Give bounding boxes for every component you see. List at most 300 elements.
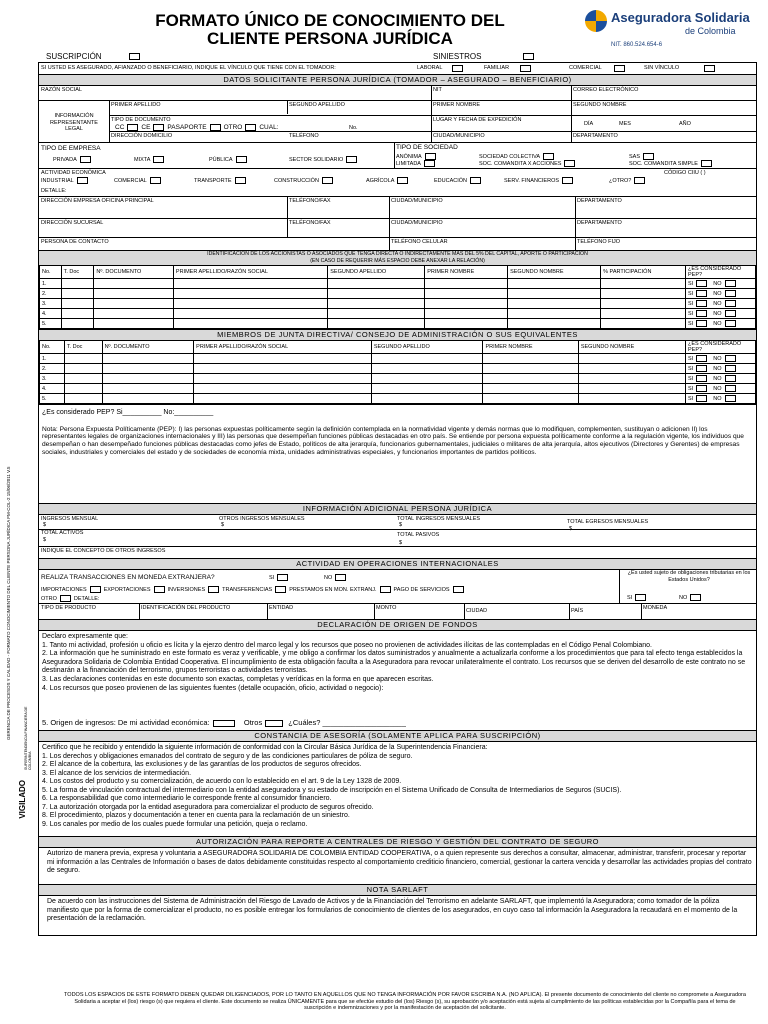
pep-no-label: NO: [713, 280, 722, 287]
prestamos-checkbox[interactable]: [380, 586, 391, 593]
row-number: 4.: [40, 309, 62, 319]
publica-checkbox[interactable]: [236, 156, 247, 163]
realiza-label: REALIZA TRANSACCIONES EN MONEDA EXTRANJERA?: [41, 574, 215, 581]
intl-si-label: SI: [269, 574, 275, 581]
sas-label: SAS: [629, 153, 641, 160]
suscripcion-label: SUSCRIPCIÓN: [46, 52, 102, 61]
ap1-label: PRIMER APELLIDO: [111, 102, 161, 108]
table-cell[interactable]: [194, 394, 372, 404]
company-logo: [585, 8, 765, 54]
actividad-label: ACTIVIDAD ECONÓMICA: [41, 170, 106, 176]
table-cell[interactable]: [328, 319, 425, 329]
pep-no-checkbox[interactable]: [725, 300, 736, 307]
table-cell[interactable]: [328, 299, 425, 309]
title-line-2: CLIENTE PERSONA JURÍDICA: [207, 29, 453, 48]
otro-checkbox[interactable]: [245, 124, 256, 131]
pep-cell: [686, 374, 756, 384]
side-code: GERENCIA DE PROCESOS Y CALIDAD - FORMATO CONOCIMIENTO DEL CLIENTE PERSONA JURÍDICA FM-COL-2 15/06/2011 V.5: [6, 466, 11, 740]
exportaciones-label: EXPORTACIONES: [103, 586, 151, 593]
pep-si-checkbox[interactable]: [696, 310, 707, 317]
table-cell[interactable]: [328, 309, 425, 319]
inversiones-checkbox[interactable]: [208, 586, 219, 593]
table-cell[interactable]: [508, 319, 601, 329]
limitada-label: LIMITADA: [396, 160, 421, 167]
depto-ppal-label: DEPARTAMENTO: [577, 198, 622, 204]
table-cell[interactable]: [425, 309, 508, 319]
pep-si-checkbox[interactable]: [696, 375, 707, 382]
ap2-label: SEGUNDO APELLIDO: [289, 102, 345, 108]
transferencias-checkbox[interactable]: [275, 586, 286, 593]
table-cell[interactable]: [94, 309, 174, 319]
table-cell[interactable]: [64, 374, 102, 384]
column-header: % PARTICIPACIÓN: [601, 266, 686, 279]
solidario-label: SECTOR SOLIDARIO: [289, 156, 344, 163]
cca-label: SOC. COMANDITA X ACCIONES: [479, 160, 562, 167]
asesoria-item: 3. El alcance de los servicios de intermediación.: [42, 769, 192, 777]
cuales-label: ¿Cuáles? ____________________: [288, 718, 406, 727]
pep-si-checkbox[interactable]: [696, 395, 707, 402]
industrial-label: INDUSTRIAL: [41, 177, 74, 184]
dir-ppal-label: DIRECCIÓN EMPRESA OFICINA PRINCIPAL: [41, 198, 154, 204]
section-sarlaft: NOTA SARLAFT: [39, 884, 756, 895]
pep-si-checkbox[interactable]: [696, 385, 707, 392]
row-number: 2.: [40, 289, 62, 299]
table-cell[interactable]: [328, 289, 425, 299]
origen-list: [39, 631, 756, 695]
column-header: T. Doc: [61, 266, 94, 279]
page-title: [120, 12, 540, 48]
rep-legal-block: [39, 100, 756, 142]
table-cell[interactable]: [371, 364, 483, 374]
table-cell[interactable]: [173, 279, 327, 289]
egresos-label: TOTAL EGRESOS MENSUALES: [567, 519, 649, 525]
pep-no-label: NO: [713, 375, 722, 382]
siniestros-checkbox[interactable]: [523, 53, 534, 60]
actividad-row: [39, 168, 756, 196]
row-number: 5.: [40, 394, 65, 404]
ano-label: AÑO: [679, 121, 691, 127]
serv-fin-label: SERV. FINANCIEROS: [504, 177, 560, 184]
pago-label: PAGO DE SERVICIOS: [393, 586, 450, 593]
no-doc-label: No.: [349, 125, 358, 131]
section-autorizacion: AUTORIZACIÓN PARA REPORTE A CENTRALES DE RIESGO Y GESTIÓN DEL CONTRATO DE SEGURO: [39, 836, 756, 847]
publica-label: PÚBLICA: [209, 156, 233, 163]
accionistas-table: [39, 265, 756, 329]
asesoria-item: 8. El procedimiento, plazos y documentación a tener en cuenta para la reclamación de un siniestro.: [42, 812, 350, 819]
pep-no-checkbox[interactable]: [725, 385, 736, 392]
table-row: [40, 364, 756, 374]
table-cell[interactable]: [173, 309, 327, 319]
pep-no-checkbox[interactable]: [725, 365, 736, 372]
row-number: 2.: [40, 364, 65, 374]
table-cell[interactable]: [328, 279, 425, 289]
table-cell[interactable]: [173, 319, 327, 329]
pep-block: [39, 404, 756, 503]
section-adicional: INFORMACIÓN ADICIONAL PERSONA JURÍDICA: [39, 503, 756, 514]
table-cell[interactable]: [371, 394, 483, 404]
table-cell[interactable]: [601, 309, 686, 319]
intl-ciudad-label: CIUDAD: [466, 608, 488, 614]
column-header: PRIMER APELLIDO/RAZÓN SOCIAL: [194, 341, 372, 354]
table-cell[interactable]: [483, 384, 578, 394]
table-cell[interactable]: [483, 354, 578, 364]
transferencias-label: TRANSFERENCIAS: [222, 586, 273, 593]
construccion-checkbox[interactable]: [322, 177, 333, 184]
peso-1: $: [43, 522, 47, 528]
side-vigilado: VIGILADO: [18, 780, 27, 819]
obligado-label: ¿Es usted sujeto de obligaciones tributarias en los Estados Unidos?: [627, 570, 751, 583]
origen-item: 1. Tanto mi actividad, profesión u oficio es lícita y la ejerzo dentro del marco legal y los recursos que poseo no provienen de actividades ilícitas de las contempladas en el Código Penal Colombiano.: [42, 641, 652, 649]
peso-6: $: [399, 540, 403, 546]
privada-label: PRIVADA: [53, 156, 77, 163]
pasaporte-checkbox[interactable]: [210, 124, 221, 131]
table-row: [40, 394, 756, 404]
column-header: Nº. DOCUMENTO: [94, 266, 174, 279]
pep-no-checkbox[interactable]: [725, 395, 736, 402]
pep-no-label: NO: [713, 320, 722, 327]
colectiva-checkbox[interactable]: [543, 153, 554, 160]
row-number: 5.: [40, 319, 62, 329]
tipo-prod-label: TIPO DE PRODUCTO: [41, 605, 96, 611]
table-cell[interactable]: [102, 374, 194, 384]
table-cell[interactable]: [371, 354, 483, 364]
table-cell[interactable]: [578, 364, 685, 374]
monto-label: MONTO: [376, 605, 397, 611]
pep-si-label: SI: [688, 355, 694, 362]
cc-checkbox[interactable]: [127, 124, 138, 131]
table-cell[interactable]: [508, 309, 601, 319]
pep-no-label: NO: [713, 365, 722, 372]
act-comercial-checkbox[interactable]: [150, 177, 161, 184]
familiar-checkbox[interactable]: [520, 65, 531, 72]
table-header: [40, 341, 756, 354]
pep-no-label: NO: [713, 290, 722, 297]
mixta-checkbox[interactable]: [153, 156, 164, 163]
contacto-row: [39, 237, 756, 250]
table-cell[interactable]: [601, 289, 686, 299]
row-number: 3.: [40, 374, 65, 384]
entidad-label: ENTIDAD: [269, 605, 294, 611]
solidario-checkbox[interactable]: [346, 156, 357, 163]
column-header: SEGUNDO APELLIDO: [328, 266, 425, 279]
importaciones-checkbox[interactable]: [90, 586, 101, 593]
ciudad-suc-label: CIUDAD/MUNICIPIO: [391, 220, 443, 226]
otros-checkbox[interactable]: [265, 720, 283, 727]
mes-label: MES: [619, 121, 631, 127]
table-cell[interactable]: [64, 354, 102, 364]
obl-si-checkbox[interactable]: [635, 594, 646, 601]
producto-row: [39, 603, 756, 619]
table-row: [40, 354, 756, 364]
table-cell[interactable]: [94, 299, 174, 309]
otros-ingresos-label: OTROS INGRESOS MENSUALES: [219, 516, 305, 522]
pep-nota: Nota: Persona Expuesta Políticamente (PEP): I) las personas expuestas políticamente según la definición contemplada en la normatividad vigente y demás normas que lo modifiquen, complementen, sustituyan o adicionen II) los representantes legales de organizaciones internacionales y III) las personas que desempeñan funciones públicas destacadas en otro país. Se entiende por persona expuesta políticamente conforme a la regulación vigente, los individuos que desempeñan o han desempeñado funciones públicas destacadas como jefes de Estado, políticos de alta jerarquía, funcionarios gubernamentales, judiciales o militares de alta jerarquía, altos ejecutivos (Directores y Gerentes) de empresas sociales, industriales y comerciales del estado y de sociedades de economía mixta, unidades administrativas especiales, y funcionarios importantes de partidos políticos.: [42, 425, 744, 456]
anonima-checkbox[interactable]: [425, 153, 436, 160]
dir-suc-label: DIRECCIÓN SUCURSAL: [41, 220, 104, 226]
side-superintendencia: SUPERINTENDENCIA FINANCIERA DE COLOMBIA: [24, 706, 32, 770]
table-cell[interactable]: [425, 279, 508, 289]
table-cell[interactable]: [578, 354, 685, 364]
cc-label: CC: [115, 124, 125, 132]
otro-act-label: ¿OTRO?: [609, 177, 632, 184]
tel-label: TELÉFONO: [289, 133, 319, 139]
laboral-label: LABORAL: [417, 65, 443, 71]
table-cell[interactable]: [173, 289, 327, 299]
nit-label: NIT: [433, 87, 442, 93]
peso-5: $: [43, 537, 47, 543]
autorizacion-text: Autorizo de manera previa, expresa y voluntaria a ASEGURADORA SOLIDARIA DE COLOMBIA ENTIDAD COOPERATIVA, o a quien represente sus derechos a consultar, almacenar, administrar, transferir, procesar y reportar mi información a las Centrales de Información o bases de datos debidamente constituidas respecto al comportamiento crediticio financiero, comercial, gestionar la cartera vencida y desarrollar las actividades propias del contrato de seguro.: [47, 850, 752, 875]
concepto-label: INDIQUE EL CONCEPTO DE OTROS INGRESOS: [41, 548, 166, 554]
pais-label: PAÍS: [571, 608, 584, 614]
asesoria-item: 9. Los canales por medio de los cuales puede formular una petición, queja o reclamo.: [42, 820, 308, 828]
table-cell[interactable]: [102, 384, 194, 394]
exportaciones-checkbox[interactable]: [154, 586, 165, 593]
table-cell[interactable]: [61, 289, 94, 299]
item5-label: 5. Origen de ingresos: De mi actividad económica:: [42, 718, 210, 727]
table-cell[interactable]: [173, 299, 327, 309]
pep-cell: [686, 279, 756, 289]
sin-vinculo-checkbox[interactable]: [704, 65, 715, 72]
intl-no-checkbox[interactable]: [335, 574, 346, 581]
intl-block: [39, 569, 756, 603]
laboral-checkbox[interactable]: [452, 65, 463, 72]
accionistas-head-1: IDENTIFICACIÓN DE LOS ACCIONISTAS O ASOCIADOS QUE TENGA DIRECTA O INDIRECTAMENTE MÁS DEL 5% DEL CAPITAL, APORTE O PARTICIPACIÓN: [207, 251, 588, 257]
column-header: Nº. DOCUMENTO: [102, 341, 194, 354]
table-header: [40, 266, 756, 279]
pep-si-checkbox[interactable]: [696, 320, 707, 327]
prestamos-label: PRESTAMOS EN MON. EXTRANJ.: [289, 586, 377, 593]
intl-si-checkbox[interactable]: [277, 574, 288, 581]
column-header: PRIMER APELLIDO/RAZÓN SOCIAL: [173, 266, 327, 279]
table-cell[interactable]: [508, 279, 601, 289]
table-cell[interactable]: [578, 374, 685, 384]
tipo-emp-label: TIPO DE EMPRESA: [41, 145, 101, 152]
pep-no-checkbox[interactable]: [725, 290, 736, 297]
asesoria-item: 2. El alcance de la cobertura, las exclusiones y de las garantías de los productos de seguros ofrecidos.: [42, 761, 362, 768]
row-number: 4.: [40, 384, 65, 394]
pep-no-label: NO: [713, 395, 722, 402]
table-cell[interactable]: [371, 374, 483, 384]
table-cell[interactable]: [483, 364, 578, 374]
pep-no-checkbox[interactable]: [725, 320, 736, 327]
cual-label: CUAL:: [259, 124, 279, 132]
serv-fin-checkbox[interactable]: [562, 177, 573, 184]
table-cell[interactable]: [94, 289, 174, 299]
pep-si-checkbox[interactable]: [696, 355, 707, 362]
accionistas-head-2: (EN CASO DE REQUERIR MÁS ESPACIO DEBE ANEXAR LA RELACIÓN): [310, 257, 485, 264]
section-origen: DECLARACIÓN DE ORIGEN DE FONDOS: [39, 619, 756, 630]
cca-checkbox[interactable]: [564, 160, 575, 167]
intl-no-label: NO: [324, 574, 333, 581]
table-cell[interactable]: [508, 299, 601, 309]
ccs-label: SOC. COMANDITA SIMPLE: [629, 160, 698, 167]
table-cell[interactable]: [578, 384, 685, 394]
peso-3: $: [399, 522, 403, 528]
table-cell[interactable]: [102, 394, 194, 404]
pago-checkbox[interactable]: [453, 586, 464, 593]
sarlaft-text: De acuerdo con las instrucciones del Sistema de Administración del Riesgo de Lavado de Activos y de la Financiación del Terrorismo en adelante SARLAFT, que implementó la Aseguradora; como tomador de la póliza manifiesto que por la forma de comercializar el producto, no es posible entregar los formularios de conocimiento de clientes de los asegurados, en cuyo caso tal información la Aseguradora la recaudará en el momento de la presentación de la reclamación.: [47, 898, 738, 923]
pep-cell: [686, 384, 756, 394]
tel-fijo-label: TELÉFONO FIJO: [577, 239, 621, 245]
otro-act-checkbox[interactable]: [634, 177, 645, 184]
pep-no-checkbox[interactable]: [725, 280, 736, 287]
pasaporte-label: PASAPORTE: [167, 124, 207, 132]
intl-otro-checkbox[interactable]: [60, 595, 71, 602]
pep-no-checkbox[interactable]: [725, 375, 736, 382]
table-cell[interactable]: [64, 384, 102, 394]
colectiva-label: SOCIEDAD COLECTIVA: [479, 153, 541, 160]
pep-si-label: SI: [688, 290, 694, 297]
agricola-checkbox[interactable]: [397, 177, 408, 184]
asesoria-item: 5. La forma de vinculación contractual del intermediario con la entidad aseguradora y su estado de inscripción en el Sistema Unificado de Consulta de Intermediarios de Seguros (SUCIS).: [42, 786, 622, 794]
ce-checkbox[interactable]: [153, 124, 164, 131]
id-prod-label: IDENTIFICACIÓN DEL PRODUCTO: [141, 605, 231, 611]
origen-item: 4. Los recursos que poseo provienen de las siguientes fuentes (detalle ocupación, oficio, actividad o negocio):: [42, 684, 384, 692]
dia-label: DÍA: [584, 121, 594, 127]
pep-question: ¿Es considerado PEP? Si__________ No:__________: [42, 409, 214, 416]
table-cell[interactable]: [61, 309, 94, 319]
table-cell[interactable]: [61, 299, 94, 309]
pep-si-label: SI: [688, 300, 694, 307]
importaciones-label: IMPORTACIONES: [41, 586, 87, 593]
table-cell[interactable]: [371, 384, 483, 394]
asesoria-item: 6. La responsabilidad que como intermediario le corresponde frente al consumidor financiero.: [42, 795, 332, 802]
form-body: [38, 62, 757, 936]
otros-label: Otros: [243, 718, 263, 727]
pep-no-label: NO: [713, 355, 722, 362]
table-cell[interactable]: [601, 279, 686, 289]
title-line-1: FORMATO ÚNICO DE CONOCIMIENTO DEL: [155, 11, 505, 30]
suscripcion-checkbox[interactable]: [129, 53, 140, 60]
logo-name: Aseguradora Solidaria: [611, 10, 750, 25]
mixta-label: MIXTA: [134, 156, 151, 163]
table-cell[interactable]: [578, 394, 685, 404]
tel-cel-label: TELÉFONO CELULAR: [391, 239, 448, 245]
table-cell[interactable]: [61, 279, 94, 289]
column-header: PRIMER NOMBRE: [425, 266, 508, 279]
origen-item: 2. La información que he suministrado en este formato es veraz y verificable, y me obligo a confirmar los datos suministrados y anualmente a actualizarla conforme a los procedimientos que para tal efecto tenga establecidos la Aseguradora Solidaria de Colombia Entidad Cooperativa. El incumplimiento de esta obligación faculta a la Aseguradora para revocar unilateralmente el contrato. Los recursos que se deriven del desarrollo de este contrato no se destinarán a la financiación del terrorismo, grupos terroristas o actividades terroristas.: [42, 650, 746, 675]
table-cell[interactable]: [194, 364, 372, 374]
table-cell[interactable]: [94, 319, 174, 329]
footer-note: TODOS LOS ESPACIOS DE ESTE FORMATO DEBEN QUEDAR DILIGENCIADOS, POR LO TANTO EN AQUELLOS QUE NO TENGA INFORMACIÓN POR FAVOR ESCRIBA N.A. (NO APLICA). El presente documento de conocimiento del cliente no compromete a Aseguradora Solidaria a aceptar el (los) riesgo (s) que requiera el cliente. Este documento se realiza ÚNICAMENTE para que se efectúe estudio del (los) Riesgo (s), su aprobación y/o aceptación está sujeta al cumplimiento de las políticas establecidas por la Compañía para el tema de suscripción e indemnizaciones y por la manifestación de aceptación del solicitante.: [64, 992, 746, 1011]
table-cell[interactable]: [601, 319, 686, 329]
ciudad-label: CIUDAD/MUNICIPIO: [433, 133, 485, 139]
table-cell[interactable]: [508, 289, 601, 299]
vinculo-label: SI USTED ES ASEGURADO, AFIANZADO O BENEFICIARIO, INDIQUE EL VÍNCULO QUE TIENE CON EL TOMADOR:: [41, 65, 336, 71]
asesoria-item: 4. Los costos del producto y su comercialización, de acuerdo con lo establecido en el art. 9 de la Ley 1328 de 2009.: [42, 778, 402, 785]
table-cell[interactable]: [601, 299, 686, 309]
sas-checkbox[interactable]: [643, 153, 654, 160]
column-header: SEGUNDO NOMBRE: [578, 341, 685, 354]
comercial-checkbox[interactable]: [614, 65, 625, 72]
origen-item: 3. Las declaraciones contenidas en este documento son exactas, completas y verídicas en la forma en que aparecen escritas.: [42, 675, 434, 683]
industrial-checkbox[interactable]: [77, 177, 88, 184]
pep-si-label: SI: [688, 385, 694, 392]
column-header: SEGUNDO APELLIDO: [371, 341, 483, 354]
tipo-empresa-row: [39, 142, 756, 168]
table-cell[interactable]: [194, 354, 372, 364]
transporte-checkbox[interactable]: [235, 177, 246, 184]
detalle-label: DETALLE:: [41, 188, 67, 194]
row-number: 1.: [40, 279, 62, 289]
column-header: ¿ES CONSIDERADO PEP?: [686, 266, 756, 279]
table-cell[interactable]: [194, 374, 372, 384]
table-cell[interactable]: [425, 319, 508, 329]
pep-si-checkbox[interactable]: [696, 300, 707, 307]
origen-item-5: [39, 717, 409, 730]
logo-icon: [585, 10, 607, 32]
ccs-checkbox[interactable]: [701, 160, 712, 167]
pep-si-label: SI: [688, 365, 694, 372]
table-cell[interactable]: [425, 289, 508, 299]
table-row: [40, 279, 756, 289]
table-cell[interactable]: [64, 364, 102, 374]
educacion-checkbox[interactable]: [470, 177, 481, 184]
peso-2: $: [221, 522, 225, 528]
sarlaft-block: [39, 895, 756, 935]
privada-checkbox[interactable]: [80, 156, 91, 163]
pep-no-checkbox[interactable]: [725, 355, 736, 362]
pasivos-label: TOTAL PASIVOS: [397, 532, 440, 538]
ingresos-label: INGRESOS MENSUAL: [41, 516, 99, 522]
obl-no-checkbox[interactable]: [690, 594, 701, 601]
adicional-block: [39, 514, 756, 558]
table-cell[interactable]: [61, 319, 94, 329]
pep-si-label: SI: [688, 320, 694, 327]
pep-si-label: SI: [688, 375, 694, 382]
pep-si-checkbox[interactable]: [696, 280, 707, 287]
pep-cell: [686, 289, 756, 299]
table-cell[interactable]: [64, 394, 102, 404]
autorizacion-block: [39, 847, 756, 884]
table-cell[interactable]: [94, 279, 174, 289]
ce-label: CE: [141, 124, 151, 132]
table-cell[interactable]: [483, 394, 578, 404]
asesoria-block: [39, 741, 756, 836]
item5-checkbox[interactable]: [213, 720, 235, 727]
razon-label: RAZÓN SOCIAL: [41, 87, 82, 93]
table-cell[interactable]: [102, 354, 194, 364]
table-cell[interactable]: [483, 374, 578, 384]
ciudad-ppal-label: CIUDAD/MUNICIPIO: [391, 198, 443, 204]
table-cell[interactable]: [102, 364, 194, 374]
junta-table: [39, 340, 756, 404]
lugar-label: LUGAR Y FECHA DE EXPEDICIÓN: [433, 117, 522, 123]
table-cell[interactable]: [425, 299, 508, 309]
origen-intro: Declaro expresamente que:: [42, 633, 128, 640]
pep-si-checkbox[interactable]: [696, 365, 707, 372]
agricola-label: AGRÍCOLA: [366, 177, 395, 184]
column-header: ¿ES CONSIDERADO PEP?: [686, 341, 756, 354]
ciiu-label: CÓDIGO CIIU ( ): [664, 170, 706, 176]
activos-label: TOTAL ACTIVOS: [41, 530, 84, 536]
asesoria-intro: Certifico que he recibido y entendido la siguiente información de conformidad con la Circular Básica Jurídica de la Superintendencia Financiera:: [42, 744, 488, 751]
pep-no-checkbox[interactable]: [725, 310, 736, 317]
section-datos: DATOS SOLICITANTE PERSONA JURÍDICA (TOMADOR – ASEGURADO – BENEFICIARIO): [39, 74, 756, 85]
rep-legal-label: INFORMACIÓN REPRESENTANTE LEGAL: [50, 113, 98, 132]
razon-row: [39, 85, 756, 100]
row-number: 3.: [40, 299, 62, 309]
table-row: [40, 384, 756, 394]
column-header: T. Doc: [64, 341, 102, 354]
obl-si-label: SI: [627, 594, 633, 601]
table-cell[interactable]: [194, 384, 372, 394]
pep-si-checkbox[interactable]: [696, 290, 707, 297]
limitada-checkbox[interactable]: [424, 160, 435, 167]
correo-label: CORREO ELECTRÓNICO: [573, 87, 639, 93]
act-comercial-label: COMERCIAL: [114, 177, 147, 184]
origen-block: [39, 630, 756, 730]
